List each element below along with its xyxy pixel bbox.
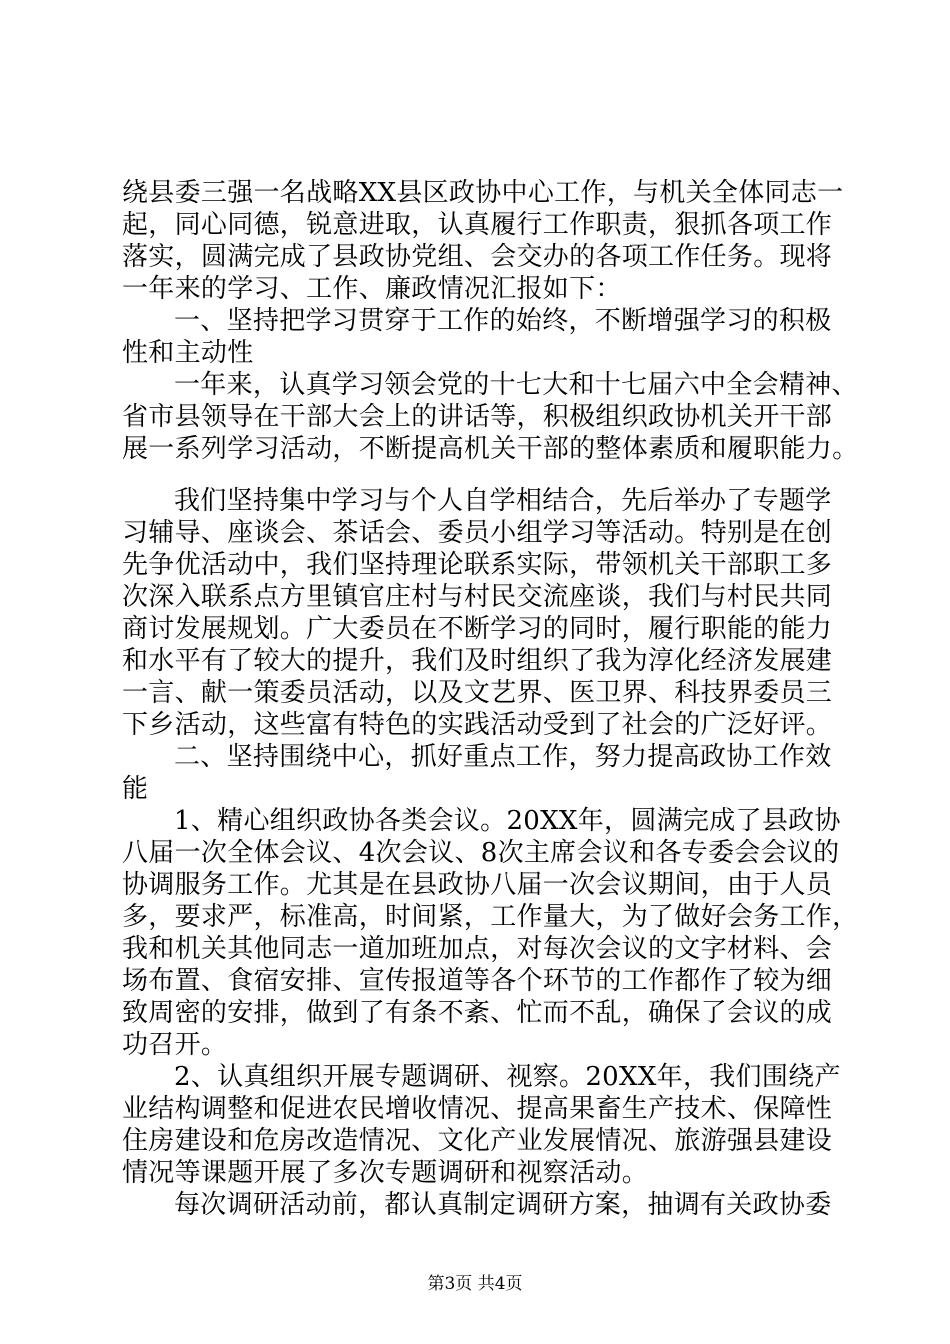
text-line: 下乡活动，这些富有特色的实践活动受到了社会的广泛好评。 (122, 710, 833, 740)
section-heading-line: 二、坚持围绕中心，抓好重点工作，努力提高政协工作效 (174, 742, 832, 772)
text-line: 八届一次全体会议、4次会议、8次主席会议和各专委会会议的 (122, 838, 840, 868)
text-line: 我们坚持集中学习与个人自学相结合，先后举办了专题学 (174, 486, 832, 516)
text-line: 多，要求严，标准高，时间紧，工作量大，为了做好会务工作， (122, 902, 859, 932)
text-line: 习辅导、座谈会、茶话会、委员小组学习等活动。特别是在创 (122, 518, 833, 548)
text-line: 功召开。 (122, 1030, 228, 1060)
text-line: 展一系列学习活动，不断提高机关干部的整体素质和履职能力。 (122, 434, 859, 464)
text-line: 起，同心同德，锐意进取，认真履行工作职责，狠抓各项工作 (122, 210, 833, 240)
text-line: 协调服务工作。尤其是在县政协八届一次会议期间，由于人员 (122, 870, 833, 900)
text-line: 1、精心组织政协各类会议。20XX年，圆满完成了县政协 (174, 806, 841, 836)
text-line: 和水平有了较大的提升，我们及时组织了我为淳化经济发展建 (122, 646, 833, 676)
text-line: 省市县领导在干部大会上的讲话等，积极组织政协机关开干部 (122, 402, 833, 432)
text-line: 2、认真组织开展专题调研、视察。20XX年，我们围绕产 (174, 1062, 841, 1092)
text-line: 一言、献一策委员活动，以及文艺界、医卫界、科技界委员三 (122, 678, 833, 708)
text-line: 落实，圆满完成了县政协党组、会交办的各项工作任务。现将 (122, 242, 833, 272)
text-line: 商讨发展规划。广大委员在不断学习的同时，履行职能的能力 (122, 614, 833, 644)
text-line: 致周密的安排，做到了有条不紊、忙而不乱，确保了会议的成 (122, 998, 833, 1028)
section-heading-line: 性和主动性 (122, 338, 254, 368)
text-line: 场布置、食宿安排、宣传报道等各个环节的工作都作了较为细 (122, 966, 833, 996)
text-line: 业结构调整和促进农民增收情况、提高果畜生产技术、保障性 (122, 1094, 833, 1124)
text-line: 情况等课题开展了多次专题调研和视察活动。 (122, 1158, 649, 1188)
text-line: 一年来，认真学习领会党的十七大和十七届六中全会精神、 (174, 370, 858, 400)
text-line: 一年来的学习、工作、廉政情况汇报如下： (122, 274, 622, 304)
text-line: 绕县委三强一名战略XX县区政协中心工作，与机关全体同志一 (122, 178, 844, 208)
text-line: 先争优活动中，我们坚持理论联系实际，带领机关干部职工多 (122, 550, 833, 580)
text-line: 住房建设和危房改造情况、文化产业发展情况、旅游强县建设 (122, 1126, 833, 1156)
text-line: 次深入联系点方里镇官庄村与村民交流座谈，我们与村民共同 (122, 582, 833, 612)
text-line: 每次调研活动前，都认真制定调研方案，抽调有关政协委 (174, 1190, 832, 1220)
page-footer: 第3页 共4页 (427, 1274, 523, 1294)
text-line: 我和机关其他同志一道加班加点，对每次会议的文字材料、会 (122, 934, 833, 964)
section-heading-line: 一、坚持把学习贯穿于工作的始终，不断增强学习的积极 (174, 306, 832, 336)
section-heading-line: 能 (122, 774, 149, 804)
